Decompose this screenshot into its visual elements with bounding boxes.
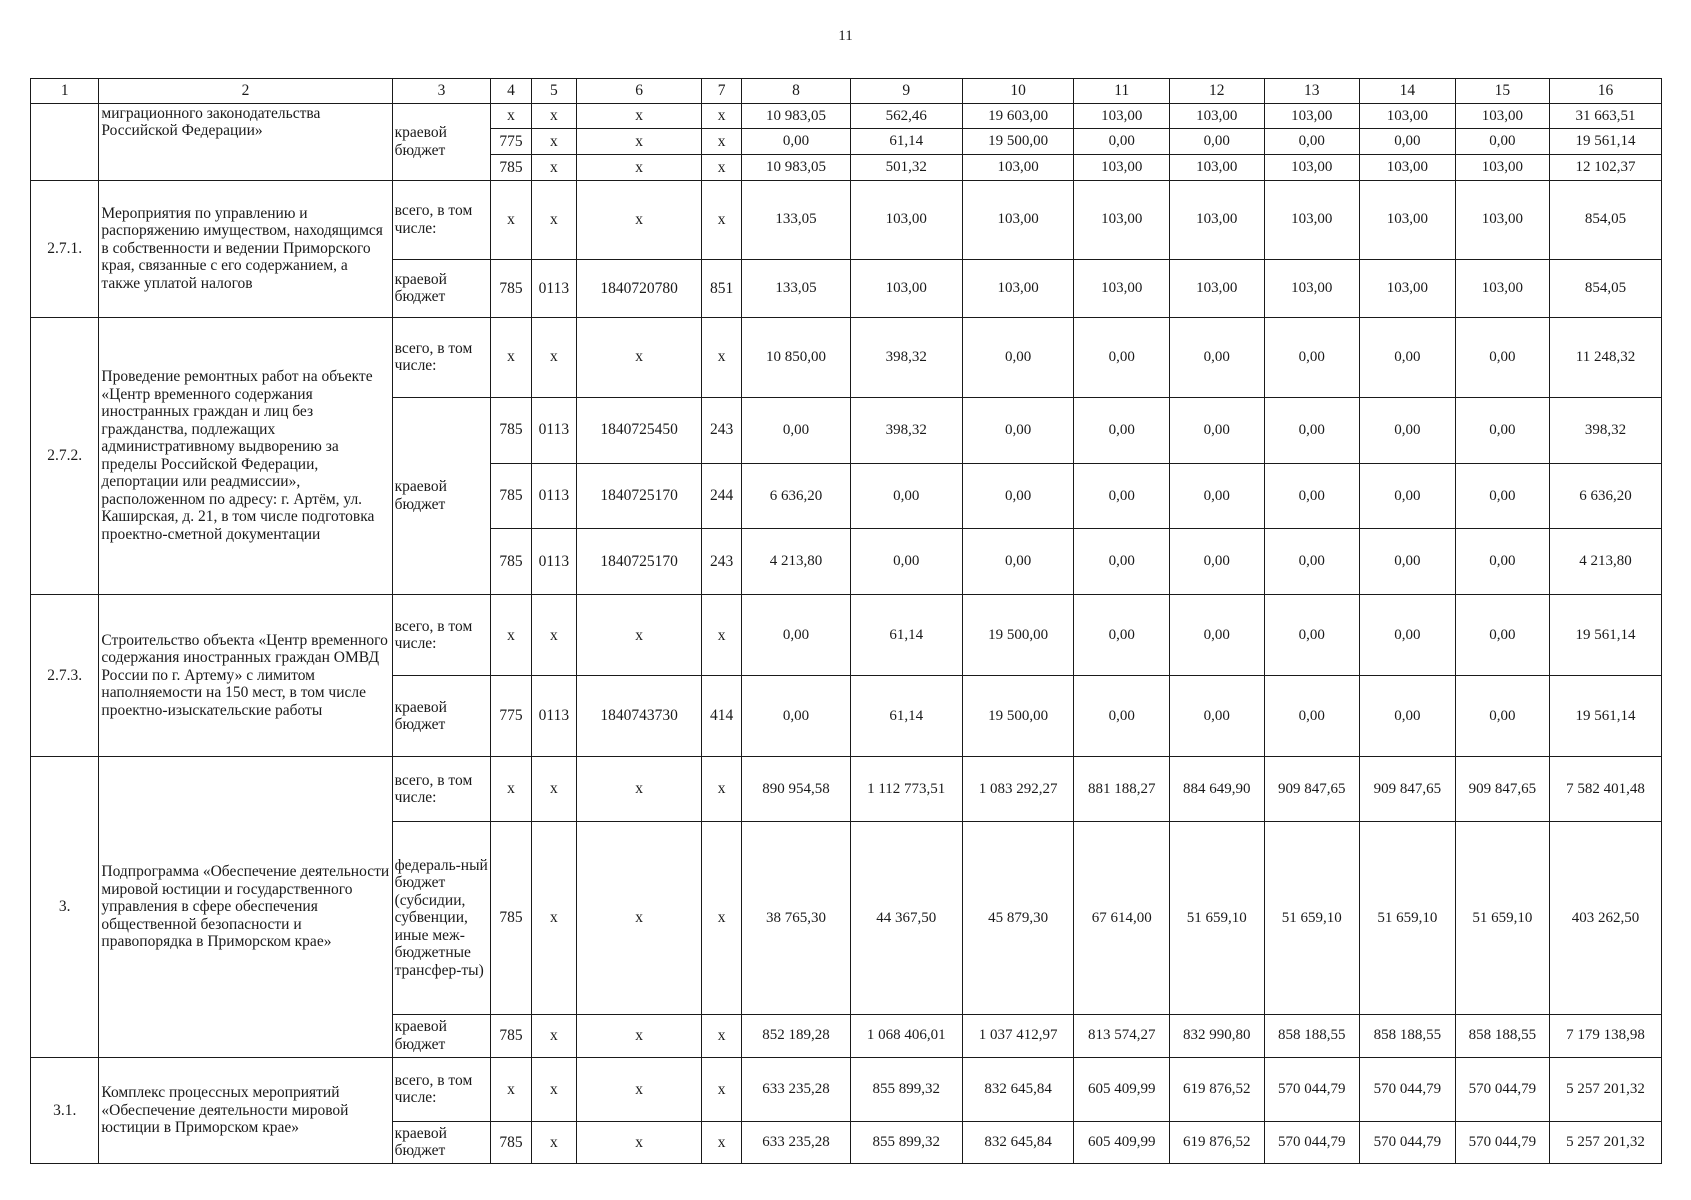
table-cell: 133,05 [742, 180, 851, 259]
table-cell: 103,00 [1264, 103, 1360, 129]
table-cell: 19 603,00 [962, 103, 1074, 129]
budget-source: всего, в том числе: [392, 1057, 491, 1121]
row-number: 2.7.1. [31, 180, 99, 317]
table-cell: 0,00 [1264, 463, 1360, 529]
table-cell: 858 188,55 [1264, 1014, 1360, 1057]
header-cell: 6 [577, 79, 702, 104]
row-name: миграционного законодательства Российской Федерации» [99, 103, 392, 180]
row-number: 3. [31, 756, 99, 1057]
table-cell: х [531, 180, 577, 259]
table-cell: 12 102,37 [1550, 155, 1662, 181]
table-cell: 785 [491, 259, 531, 317]
table-cell: х [531, 155, 577, 181]
table-cell: 605 409,99 [1074, 1121, 1170, 1163]
table-cell: х [577, 103, 702, 129]
table-cell: х [531, 1014, 577, 1057]
table-cell: 0,00 [962, 317, 1074, 397]
table-cell: 619 876,52 [1170, 1121, 1264, 1163]
table-cell: 0113 [531, 676, 577, 756]
table-cell: 775 [491, 676, 531, 756]
table-cell: 1840743730 [577, 676, 702, 756]
table-row [31, 756, 1662, 822]
table-cell: 0,00 [962, 463, 1074, 529]
table-cell: 19 561,14 [1550, 129, 1662, 155]
table-cell: 0,00 [1455, 129, 1549, 155]
table-cell: х [491, 317, 531, 397]
table-cell: 61,14 [850, 595, 962, 676]
table-cell: 103,00 [1264, 155, 1360, 181]
table-cell: х [531, 595, 577, 676]
table-cell: 38 765,30 [742, 822, 851, 1014]
table-cell: 0,00 [742, 397, 851, 463]
table-cell: 103,00 [1360, 155, 1456, 181]
table-cell: 785 [491, 155, 531, 181]
table-cell: 570 044,79 [1455, 1057, 1549, 1121]
table-cell: х [702, 1057, 742, 1121]
table-cell: 0,00 [1170, 595, 1264, 676]
table-cell: 0,00 [1360, 397, 1456, 463]
table-cell: 103,00 [850, 180, 962, 259]
table-cell: 51 659,10 [1264, 822, 1360, 1014]
table-cell: 0,00 [1360, 317, 1456, 397]
table-cell: 6 636,20 [742, 463, 851, 529]
header-cell: 2 [99, 79, 392, 104]
table-cell: 0,00 [1170, 317, 1264, 397]
table-cell: 832 645,84 [962, 1057, 1074, 1121]
table-cell: 1 083 292,27 [962, 756, 1074, 822]
table-cell: 103,00 [1170, 259, 1264, 317]
table-cell: х [531, 129, 577, 155]
table-cell: 785 [491, 822, 531, 1014]
table-cell: 0113 [531, 397, 577, 463]
table-cell: 0,00 [742, 676, 851, 756]
table-cell: х [577, 1121, 702, 1163]
table-row [31, 103, 1662, 129]
header-cell: 11 [1074, 79, 1170, 104]
table-cell: 832 645,84 [962, 1121, 1074, 1163]
budget-source: всего, в том числе: [392, 317, 491, 397]
table-cell: 890 954,58 [742, 756, 851, 822]
table-cell: 881 188,27 [1074, 756, 1170, 822]
header-cell: 4 [491, 79, 531, 104]
table-cell: х [702, 129, 742, 155]
table-cell: 103,00 [850, 259, 962, 317]
table-cell: 570 044,79 [1264, 1121, 1360, 1163]
table-cell: 0,00 [742, 129, 851, 155]
table-cell: 909 847,65 [1455, 756, 1549, 822]
table-cell: 0113 [531, 259, 577, 317]
table-cell: х [577, 155, 702, 181]
budget-source: краевой бюджет [392, 397, 491, 594]
header-cell: 10 [962, 79, 1074, 104]
table-cell: 832 990,80 [1170, 1014, 1264, 1057]
table-cell: 0,00 [1360, 676, 1456, 756]
table-row [31, 317, 1662, 397]
row-name: Проведение ремонтных работ на объекте «Центр временного содержания иностранных граждан и лиц без гражданства, подлежащих административному выдворению за пределы Российской Федерации, депортации или реадмиссии», расположенном по адресу: г. Артём, ул. Каширская, д. 21, в том числе подготовка проектно-сметной документации [99, 317, 392, 595]
table-cell: 0,00 [1360, 529, 1456, 595]
table-cell: 5 257 201,32 [1550, 1121, 1662, 1163]
table-cell: х [702, 1121, 742, 1163]
table-cell: 103,00 [1074, 180, 1170, 259]
table-cell: 570 044,79 [1360, 1121, 1456, 1163]
table-cell: 103,00 [1074, 259, 1170, 317]
table-cell: 884 649,90 [1170, 756, 1264, 822]
table-cell: 103,00 [1170, 103, 1264, 129]
table-cell: х [531, 317, 577, 397]
table-cell: 0,00 [1074, 129, 1170, 155]
row-number: 2.7.3. [31, 595, 99, 756]
table-cell: х [577, 756, 702, 822]
table-cell: 785 [491, 397, 531, 463]
table-cell: 103,00 [962, 259, 1074, 317]
budget-source: краевой бюджет [392, 103, 491, 180]
table-cell: 0113 [531, 529, 577, 595]
table-cell: 605 409,99 [1074, 1057, 1170, 1121]
header-cell: 9 [850, 79, 962, 104]
table-cell: х [577, 822, 702, 1014]
table-cell: 10 983,05 [742, 155, 851, 181]
budget-source: всего, в том числе: [392, 180, 491, 259]
table-cell: 103,00 [1455, 155, 1549, 181]
table-cell: 61,14 [850, 676, 962, 756]
table-cell: 398,32 [1550, 397, 1662, 463]
table-cell: 103,00 [1360, 103, 1456, 129]
table-cell: 0,00 [1455, 676, 1549, 756]
table-cell: 0,00 [1455, 317, 1549, 397]
budget-source: краевой бюджет [392, 259, 491, 317]
table-cell: 4 213,80 [1550, 529, 1662, 595]
header-cell: 1 [31, 79, 99, 104]
table-cell: 1840725170 [577, 463, 702, 529]
table-cell: 11 248,32 [1550, 317, 1662, 397]
table-cell: 0,00 [1170, 463, 1264, 529]
table-cell: 133,05 [742, 259, 851, 317]
table-cell: х [577, 129, 702, 155]
table-cell: 0,00 [1170, 397, 1264, 463]
table-cell: 0,00 [1264, 129, 1360, 155]
table-cell: 854,05 [1550, 180, 1662, 259]
table-cell: 103,00 [962, 155, 1074, 181]
table-cell: 45 879,30 [962, 822, 1074, 1014]
table-cell: 67 614,00 [1074, 822, 1170, 1014]
table-cell: 103,00 [1455, 259, 1549, 317]
table-cell: х [702, 317, 742, 397]
table-cell: 103,00 [1455, 103, 1549, 129]
table-cell: 61,14 [850, 129, 962, 155]
table-cell: 10 850,00 [742, 317, 851, 397]
table-cell: 19 561,14 [1550, 676, 1662, 756]
table-cell: 562,46 [850, 103, 962, 129]
table-cell: 244 [702, 463, 742, 529]
table-cell: 51 659,10 [1360, 822, 1456, 1014]
table-cell: 103,00 [962, 180, 1074, 259]
table-cell: х [577, 180, 702, 259]
table-cell: 0,00 [1455, 529, 1549, 595]
table-cell: х [702, 103, 742, 129]
table-cell: 1 037 412,97 [962, 1014, 1074, 1057]
table-cell: 103,00 [1264, 259, 1360, 317]
table-cell: 633 235,28 [742, 1057, 851, 1121]
row-name: Подпрограмма «Обеспечение деятельности мировой юстиции и государственного управления в сфере обеспечения общественной безопасности и правопорядка в Приморском крае» [99, 756, 392, 1057]
table-cell: 570 044,79 [1360, 1057, 1456, 1121]
table-cell: 785 [491, 463, 531, 529]
table-cell: х [702, 756, 742, 822]
budget-source: краевой бюджет [392, 1014, 491, 1057]
header-row [31, 79, 1662, 104]
table-cell: 103,00 [1074, 103, 1170, 129]
row-name: Строительство объекта «Центр временного содержания иностранных граждан ОМВД России по г. Артему» с лимитом наполняемости на 150 мест, в том числе проектно-изыскательские работы [99, 595, 392, 756]
table-cell: х [702, 1014, 742, 1057]
table-cell: 851 [702, 259, 742, 317]
table-cell: 1 112 773,51 [850, 756, 962, 822]
table-cell: х [531, 1121, 577, 1163]
budget-source: краевой бюджет [392, 676, 491, 756]
table-cell: 19 500,00 [962, 129, 1074, 155]
table-cell: х [577, 317, 702, 397]
table-cell: 51 659,10 [1455, 822, 1549, 1014]
budget-source: федераль-ный бюджет (субсидии, субвенции, иные меж-бюджетные трансфер-ты) [392, 822, 491, 1014]
table-cell: 19 500,00 [962, 595, 1074, 676]
table-cell: х [491, 595, 531, 676]
table-cell: 909 847,65 [1360, 756, 1456, 822]
table-cell: 103,00 [1264, 180, 1360, 259]
budget-source: всего, в том числе: [392, 756, 491, 822]
table-cell: 0,00 [1170, 129, 1264, 155]
table-cell: 0,00 [850, 529, 962, 595]
table-cell: 0,00 [1360, 129, 1456, 155]
table-cell: 0,00 [1074, 463, 1170, 529]
header-cell: 5 [531, 79, 577, 104]
row-number: 2.7.2. [31, 317, 99, 595]
table-cell: 0,00 [1455, 463, 1549, 529]
table-cell: 103,00 [1360, 180, 1456, 259]
table-cell: х [491, 756, 531, 822]
table-cell: 0,00 [1264, 676, 1360, 756]
table-cell: 858 188,55 [1360, 1014, 1456, 1057]
table-cell: 570 044,79 [1264, 1057, 1360, 1121]
table-cell: 785 [491, 1121, 531, 1163]
table-cell: х [702, 822, 742, 1014]
table-cell: х [491, 103, 531, 129]
table-cell: х [702, 180, 742, 259]
header-cell: 14 [1360, 79, 1456, 104]
table-cell: 10 983,05 [742, 103, 851, 129]
table-cell: х [577, 1014, 702, 1057]
table-cell: 4 213,80 [742, 529, 851, 595]
table-cell: 855 899,32 [850, 1057, 962, 1121]
table-row [31, 1057, 1662, 1121]
table-cell: 785 [491, 529, 531, 595]
table-cell: 0,00 [962, 529, 1074, 595]
table-cell: 19 561,14 [1550, 595, 1662, 676]
table-cell: 619 876,52 [1170, 1057, 1264, 1121]
table-cell: 813 574,27 [1074, 1014, 1170, 1057]
table-cell: х [577, 1057, 702, 1121]
table-cell: 0,00 [1455, 397, 1549, 463]
table-cell: 398,32 [850, 397, 962, 463]
table-cell: 7 179 138,98 [1550, 1014, 1662, 1057]
table-cell: 0,00 [1074, 529, 1170, 595]
table-cell: 501,32 [850, 155, 962, 181]
table-cell: 7 582 401,48 [1550, 756, 1662, 822]
table-cell: 854,05 [1550, 259, 1662, 317]
table-cell: 570 044,79 [1455, 1121, 1549, 1163]
table-cell: 243 [702, 529, 742, 595]
table-cell: 858 188,55 [1455, 1014, 1549, 1057]
table-cell: 785 [491, 1014, 531, 1057]
table-cell: 0,00 [1264, 529, 1360, 595]
table-cell: 103,00 [1170, 180, 1264, 259]
table-cell: х [531, 103, 577, 129]
header-cell: 15 [1455, 79, 1549, 104]
table-cell: 103,00 [1074, 155, 1170, 181]
table-cell: 403 262,50 [1550, 822, 1662, 1014]
table-cell: 0,00 [1264, 595, 1360, 676]
table-cell: 0,00 [1360, 595, 1456, 676]
table-cell: х [702, 155, 742, 181]
table-cell: х [531, 822, 577, 1014]
table-cell: х [531, 1057, 577, 1121]
table-cell: 0,00 [1074, 595, 1170, 676]
budget-source: всего, в том числе: [392, 595, 491, 676]
table-cell: 5 257 201,32 [1550, 1057, 1662, 1121]
table-cell: 31 663,51 [1550, 103, 1662, 129]
table-cell: 852 189,28 [742, 1014, 851, 1057]
header-cell: 16 [1550, 79, 1662, 104]
header-cell: 13 [1264, 79, 1360, 104]
header-cell: 7 [702, 79, 742, 104]
table-cell: 51 659,10 [1170, 822, 1264, 1014]
table-cell: 0,00 [1264, 397, 1360, 463]
table-cell: 44 367,50 [850, 822, 962, 1014]
table-cell: 855 899,32 [850, 1121, 962, 1163]
table-cell: 0,00 [962, 397, 1074, 463]
table-cell: х [531, 756, 577, 822]
table-cell: 398,32 [850, 317, 962, 397]
table-row [31, 595, 1662, 676]
table-cell: 19 500,00 [962, 676, 1074, 756]
table-cell: 1840720780 [577, 259, 702, 317]
page-number: 11 [838, 28, 853, 44]
table-cell: 103,00 [1360, 259, 1456, 317]
header-cell: 3 [392, 79, 491, 104]
row-number [31, 103, 99, 180]
table-cell: 633 235,28 [742, 1121, 851, 1163]
table-cell: х [491, 1057, 531, 1121]
table-cell: х [491, 180, 531, 259]
header-cell: 8 [742, 79, 851, 104]
table-cell: 103,00 [1170, 155, 1264, 181]
table-cell: 775 [491, 129, 531, 155]
table-cell: 0,00 [1455, 595, 1549, 676]
table-cell: 6 636,20 [1550, 463, 1662, 529]
table-row [31, 180, 1662, 259]
header-cell: 12 [1170, 79, 1264, 104]
table-cell: 0,00 [850, 463, 962, 529]
table-cell: 909 847,65 [1264, 756, 1360, 822]
table-cell: 0,00 [1074, 397, 1170, 463]
row-name: Мероприятия по управлению и распоряжению имуществом, находящимся в собственности и ведении Приморского края, связанные с его содержанием, а также уплатой налогов [99, 180, 392, 317]
table-cell: х [577, 595, 702, 676]
table-cell: 0113 [531, 463, 577, 529]
table-cell: 414 [702, 676, 742, 756]
table-cell: 0,00 [1074, 317, 1170, 397]
table-cell: 0,00 [1170, 529, 1264, 595]
table-cell: 0,00 [1264, 317, 1360, 397]
table-cell: 0,00 [1360, 463, 1456, 529]
table-cell: 1 068 406,01 [850, 1014, 962, 1057]
table-cell: 1840725450 [577, 397, 702, 463]
table-cell: 0,00 [742, 595, 851, 676]
table-cell: 0,00 [1170, 676, 1264, 756]
table-cell: 1840725170 [577, 529, 702, 595]
row-name: Комплекс процессных мероприятий «Обеспечение деятельности мировой юстиции в Приморском крае» [99, 1057, 392, 1163]
row-number: 3.1. [31, 1057, 99, 1163]
table-cell: 103,00 [1455, 180, 1549, 259]
budget-table [30, 78, 1662, 1164]
table-cell: х [702, 595, 742, 676]
table-cell: 0,00 [1074, 676, 1170, 756]
table-cell: 243 [702, 397, 742, 463]
budget-source: краевой бюджет [392, 1121, 491, 1163]
